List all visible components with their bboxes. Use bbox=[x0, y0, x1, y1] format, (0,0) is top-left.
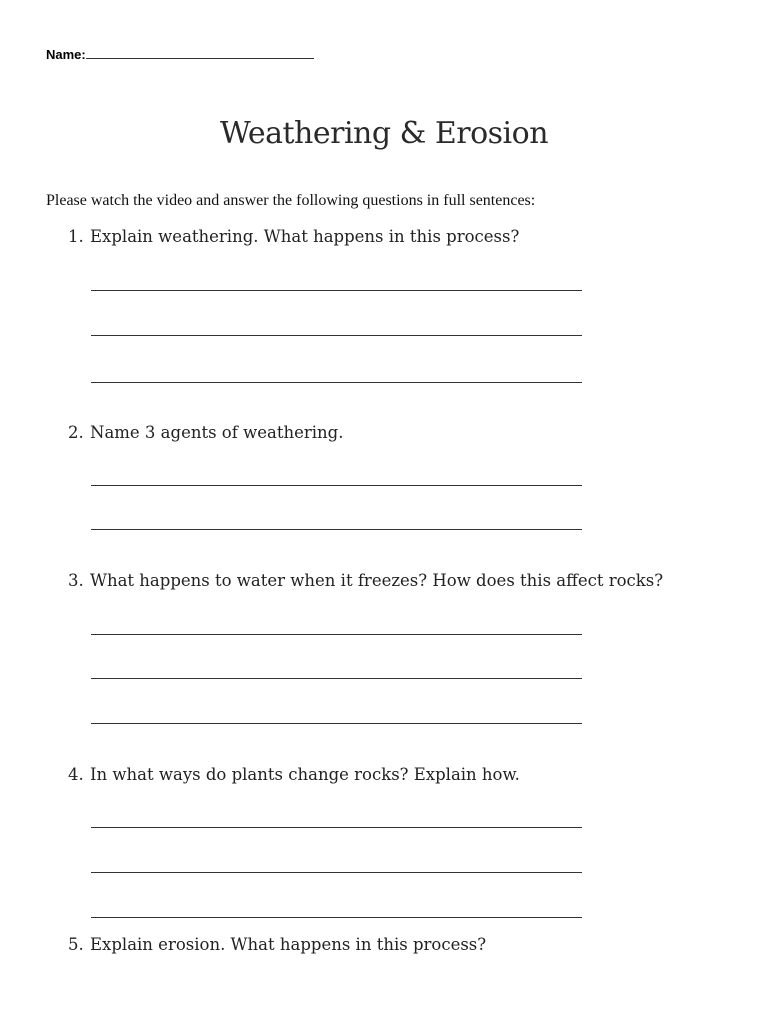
name-label: Name: bbox=[46, 47, 86, 62]
answer-line[interactable] bbox=[91, 382, 582, 383]
question-2 bbox=[68, 423, 343, 442]
name-field bbox=[46, 46, 314, 62]
instructions-text: Please watch the video and answer the following questions in full sentences: bbox=[46, 192, 536, 209]
question-text: What happens to water when it freezes? How does this affect rocks? bbox=[90, 571, 664, 590]
answer-line[interactable] bbox=[91, 723, 582, 724]
question-text: Explain weathering. What happens in this process? bbox=[90, 227, 520, 246]
question-text: Name 3 agents of weathering. bbox=[90, 423, 344, 442]
answer-line[interactable] bbox=[91, 827, 582, 828]
question-number: 5. bbox=[68, 935, 84, 954]
answer-line[interactable] bbox=[91, 485, 582, 486]
answer-line[interactable] bbox=[91, 872, 582, 873]
question-4 bbox=[68, 765, 520, 784]
question-5 bbox=[68, 935, 486, 954]
answer-line[interactable] bbox=[91, 917, 582, 918]
answer-line[interactable] bbox=[91, 529, 582, 530]
name-blank-line[interactable] bbox=[86, 46, 314, 59]
worksheet-title: Weathering & Erosion bbox=[219, 116, 549, 151]
question-text: Explain erosion. What happens in this process? bbox=[90, 935, 487, 954]
answer-line[interactable] bbox=[91, 634, 582, 635]
question-text: In what ways do plants change rocks? Explain how. bbox=[90, 765, 520, 784]
question-number: 4. bbox=[68, 765, 84, 784]
question-number: 3. bbox=[68, 571, 84, 590]
answer-line[interactable] bbox=[91, 335, 582, 336]
answer-line[interactable] bbox=[91, 290, 582, 291]
question-number: 1. bbox=[68, 227, 84, 246]
question-3 bbox=[68, 571, 663, 590]
question-number: 2. bbox=[68, 423, 84, 442]
answer-line[interactable] bbox=[91, 678, 582, 679]
question-1 bbox=[68, 227, 519, 246]
